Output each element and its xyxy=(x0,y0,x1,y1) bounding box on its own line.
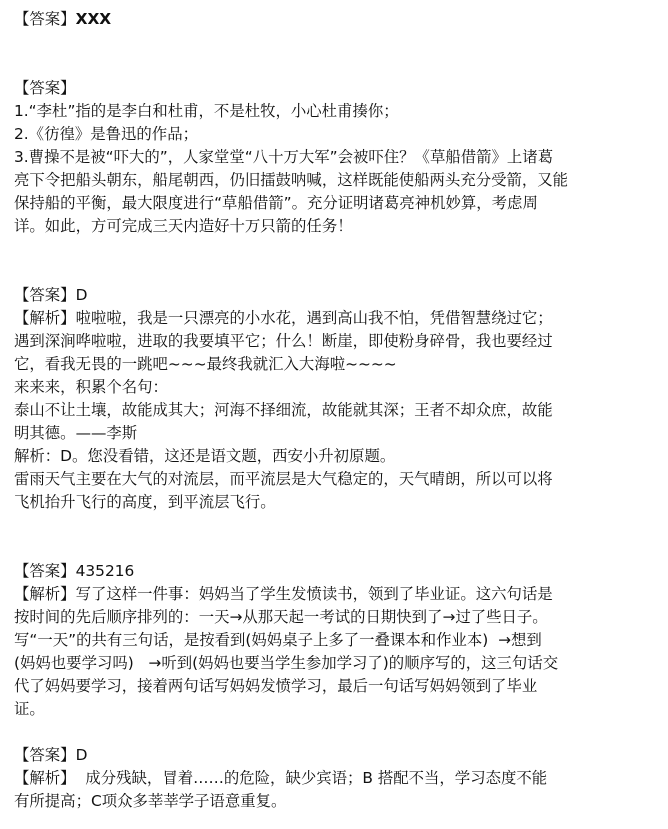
text-line xyxy=(14,767,658,790)
section-tag: 【答案】 xyxy=(14,10,76,28)
line-text: XXX xyxy=(75,10,112,28)
text-line xyxy=(14,445,658,468)
text-line xyxy=(14,284,658,307)
line-text: 亮下令把船头朝东，船尾朝西，仍旧擂鼓呐喊，这样既能使船两头充分受箭，又能 xyxy=(14,171,569,189)
line-text: 有所提高；C项众多莘莘学子语意重复。 xyxy=(14,792,287,810)
section-tag: 【解析】 xyxy=(14,309,76,327)
text-line xyxy=(14,675,658,698)
line-text: 泰山不让土壤，故能成其大；河海不择细流，故能就其深；王者不却众庶，故能 xyxy=(14,401,553,419)
line-text: 保持船的平衡，最大限度进行“草船借箭”。充分证明诸葛亮神机妙算，考虑周 xyxy=(14,194,538,212)
line-text: 成分残缺，冒着……的危险，缺少宾语；B 搭配不当，学习态度不能 xyxy=(75,769,548,787)
section-tag: 【答案】 xyxy=(14,562,76,580)
line-text: 它，看我无畏的一跳吧~~~最终我就汇入大海啦~~~~ xyxy=(14,355,397,373)
text-line xyxy=(14,491,658,514)
section-tag: 【答案】 xyxy=(14,286,76,304)
answer-section xyxy=(14,8,658,31)
line-text: 写“一天”的共有三句话，是按看到(妈妈桌子上多了一叠课本和作业本) →想到 xyxy=(14,631,542,649)
text-line xyxy=(14,123,658,146)
line-text: 3.曹操不是被“吓大的”，人家堂堂“八十万大军”会被吓住？《草船借箭》上诸葛 xyxy=(14,148,554,166)
text-line xyxy=(14,606,658,629)
text-line xyxy=(14,790,658,813)
text-line xyxy=(14,307,658,330)
text-line xyxy=(14,422,658,445)
text-line xyxy=(14,146,658,169)
text-line xyxy=(14,77,658,100)
text-line xyxy=(14,353,658,376)
line-text: 遇到深涧哗啦啦，进取的我要填平它；什么！断崖，即使粉身碎骨，我也要经过 xyxy=(14,332,553,350)
text-line xyxy=(14,8,658,31)
text-line xyxy=(14,560,658,583)
text-line xyxy=(14,100,658,123)
document-page xyxy=(14,8,658,813)
text-line xyxy=(14,330,658,353)
text-line xyxy=(14,169,658,192)
line-text: 雷雨天气主要在大气的对流层，而平流层是大气稳定的，天气晴朗，所以可以将 xyxy=(14,470,553,488)
line-text: 啦啦啦，我是一只漂亮的小水花，遇到高山我不怕，凭借智慧绕过它； xyxy=(75,309,553,327)
answer-section xyxy=(14,77,658,238)
text-line xyxy=(14,744,658,767)
section-tag: 【解析】 xyxy=(14,585,76,603)
line-text: (妈妈也要学习吗) →听到(妈妈也要当学生参加学习了)的顺序写的，这三句话交 xyxy=(14,654,559,672)
line-text: 435216 xyxy=(75,562,135,580)
text-line xyxy=(14,652,658,675)
text-line xyxy=(14,698,658,721)
answer-section xyxy=(14,560,658,721)
answer-section xyxy=(14,284,658,514)
line-text: D xyxy=(75,746,88,764)
text-line xyxy=(14,399,658,422)
line-text: 代了妈妈要学习，接着两句话写妈妈发愤学习，最后一句话写妈妈领到了毕业 xyxy=(14,677,538,695)
text-line xyxy=(14,468,658,491)
line-text: 1.“李杜”指的是李白和杜甫，不是杜牧，小心杜甫揍你； xyxy=(14,102,399,120)
section-tag: 【答案】 xyxy=(14,746,76,764)
line-text: 飞机抬升飞行的高度，到平流层飞行。 xyxy=(14,493,276,511)
section-tag: 【答案】 xyxy=(14,79,76,97)
text-line xyxy=(14,192,658,215)
line-text: D xyxy=(75,286,88,304)
line-text: 详。如此，方可完成三天内造好十万只箭的任务！ xyxy=(14,217,353,235)
line-text: 2.《彷徨》是鲁迅的作品； xyxy=(14,125,198,143)
text-line xyxy=(14,629,658,652)
text-line xyxy=(14,215,658,238)
line-text: 证。 xyxy=(14,700,45,718)
text-line xyxy=(14,583,658,606)
line-text: 明其德。——李斯 xyxy=(14,424,138,442)
line-text: 来来来，积累个名句： xyxy=(14,378,168,396)
line-text: 写了这样一件事：妈妈当了学生发愤读书，领到了毕业证。这六句话是 xyxy=(75,585,553,603)
section-tag: 【解析】 xyxy=(14,769,76,787)
line-text: 按时间的先后顺序排列的：一天→从那天起一考试的日期快到了→过了些日子。 xyxy=(14,608,548,626)
text-line xyxy=(14,376,658,399)
answer-section xyxy=(14,744,658,813)
line-text: 解析：D。您没看错，这还是语文题，西安小升初原题。 xyxy=(14,447,396,465)
